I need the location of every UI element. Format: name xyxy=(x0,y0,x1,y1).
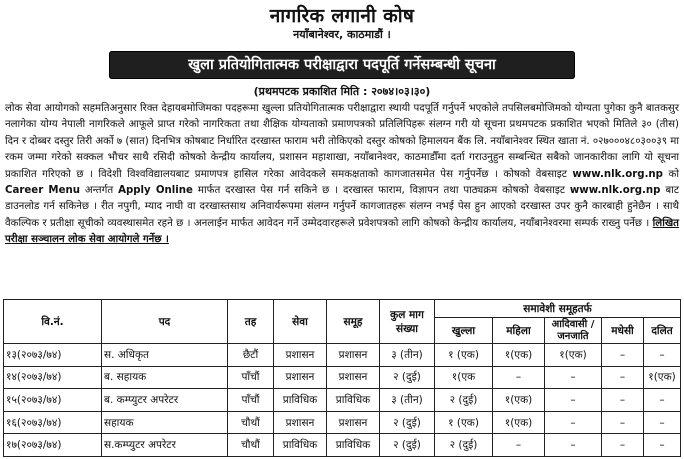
cell-post: ब. कम्प्युटर अपरेटर xyxy=(102,389,228,412)
header-women: महिला xyxy=(493,318,545,344)
cell-adv-no: १४(२०७३/७४) xyxy=(4,366,102,389)
apply-online-text: Apply Online xyxy=(118,185,193,197)
cell-adv-no: १६(२०७३/७४) xyxy=(4,411,102,434)
table-row xyxy=(4,344,681,367)
written-exam-note: लिखित परीक्षा सञ्चालन लोक सेवा आयोगले गर्नेछ । xyxy=(5,217,679,246)
cell-level: पाँचौं xyxy=(228,366,274,389)
cell-level: चौथौं xyxy=(228,411,274,434)
cell-women: १(एक) xyxy=(493,411,545,434)
header-post: पद xyxy=(102,300,228,344)
cell-adv-no: १३(२०७३/७४) xyxy=(4,344,102,367)
cell-women: – xyxy=(493,366,545,389)
cell-women: १(एक) xyxy=(493,389,545,412)
table-row xyxy=(4,411,681,434)
header-dalit: दलित xyxy=(644,318,681,344)
table-row xyxy=(4,434,681,457)
cell-dalit: – xyxy=(644,434,681,457)
cell-adivasi: – xyxy=(545,366,602,389)
cell-post: सहायक xyxy=(102,411,228,434)
website-link-2[interactable]: www.nlk.org.np xyxy=(569,185,661,197)
table-row xyxy=(4,366,681,389)
cell-dalit: १(एक) xyxy=(644,366,681,389)
body-text-5: बाट डाउनलोड गर्न सकिनेछ । रीत नपुगी, म्याद नाघी वा दरखास्तसाथ अनिवार्यरूपमा संलग्न गर्नुपर्ने कागजातहरू संलग्न नभई पेस हुन आएको दरखास्त उपर कुनै कारबाही हुनेछैन । साथै वैकल्पिक र प्रतीक्षा सूचीको व्यवस्थासमेत रहने छ । अनलाईन मार्फत आवेदन गर्ने उम्मेदवारहरूले प्रवेशपत्रको लागि कोषको केन्द्रीय कार्यालय, नयाँबानेश्वरमा सम्पर्क राख्नु पर्नेछ । xyxy=(5,185,679,229)
publish-date: (प्रथमपटक प्रकाशित मिति : २०७४।०३।३०) xyxy=(253,85,431,98)
cell-open: १ (एक) xyxy=(435,344,493,367)
vacancy-table xyxy=(3,299,681,457)
cell-level: चौथौं xyxy=(228,434,274,457)
cell-post: स. अधिकृत xyxy=(102,344,228,367)
header-service: सेवा xyxy=(274,300,327,344)
body-text-4: मार्फत दरखास्त पेस गर्न सकिने छ । दरखास्त फाराम, विज्ञापन तथा पाठ्यक्रम कोषको वेबसाइट xyxy=(197,185,565,197)
cell-group: प्रशासन xyxy=(327,411,380,434)
cell-madhesi: – xyxy=(602,411,644,434)
header-level: तह xyxy=(228,300,274,344)
cell-adivasi: – xyxy=(545,434,602,457)
cell-adivasi: – xyxy=(545,411,602,434)
cell-open: १ (एक) xyxy=(435,411,493,434)
cell-dalit: – xyxy=(644,344,681,367)
cell-group: प्रशासन xyxy=(327,366,380,389)
cell-women: – xyxy=(493,434,545,457)
cell-open: १(एक xyxy=(435,366,493,389)
cell-service: प्रशासन xyxy=(274,366,327,389)
header-adv-no: वि.नं. xyxy=(4,300,102,344)
cell-adivasi: १(एक) xyxy=(545,344,602,367)
header-madhesi: मधेसी xyxy=(602,318,644,344)
cell-total: ३ (तीन) xyxy=(380,344,435,367)
table-row xyxy=(4,389,681,412)
header-open: खुल्ला xyxy=(435,318,493,344)
cell-group: प्राविधिक xyxy=(327,434,380,457)
cell-total: २ (दुई) xyxy=(380,366,435,389)
website-link[interactable]: www.nlk.org.np xyxy=(572,168,663,180)
cell-total: ३ (तीन) xyxy=(380,389,435,412)
cell-total: २ (दुई) xyxy=(380,411,435,434)
organization-name: नागरिक लगानी कोष xyxy=(269,5,415,27)
cell-dalit: – xyxy=(644,411,681,434)
cell-service: प्राविधिक xyxy=(274,434,327,457)
cell-dalit: – xyxy=(644,389,681,412)
cell-group: प्राविधिक xyxy=(327,389,380,412)
cell-open: २ (दुई) xyxy=(435,434,493,457)
header-adivasi: आदिवासी / जनजाति xyxy=(545,318,602,344)
cell-total: २ (दुई) xyxy=(380,434,435,457)
body-text-3: अन्तर्गत xyxy=(84,185,114,197)
cell-level: छैटौं xyxy=(228,344,274,367)
cell-group: प्रशासन xyxy=(327,344,380,367)
cell-madhesi: – xyxy=(602,389,644,412)
organization-address: नयाँबानेश्वर, काठमाडौं । xyxy=(293,28,391,41)
cell-women: १(एक) xyxy=(493,344,545,367)
body-paragraph-1: लोक सेवा आयोगको सहमतिअनुसार रिक्त देहायबमोजिमका पदहरूमा खुल्ला प्रतियोगितात्मक परीक्षाद्वारा स्थायी पदपूर्ति गर्नुपर्ने भएकोले तपसिलबमोजिमको योग्यता पुगेका कुनै बातकसुर नलागेका योग्य नेपाली नागरिकले आफूले प्राप्त गरेको नागरिकता तथा शैक्षिक योग्यताको प्रमाणपत्रको प्रतिलिपिहरू संलग्न गरी यो सूचना प्रथमपटक प्रकाशित भएको मितिले ३० (तीस) दिन र दोब्बर दस्तुर तिरी अर्को ७ (सात) दिनभित्र कोषबाट निर्धारित दरखास्त फाराम भरी तोकिएको दस्तुर कोषको हिमालयन बैंक लि. नयाँबानेश्वर स्थित खाता नं. ०२७०००४८०३००३९ मा रकम जम्मा गरेको सक्कल भौचर साथै रसिदी कोषको केन्द्रीय कार्यालय, प्रशासन महाशाखा, नयाँबानेश्वर, काठमाडौँमा दर्ता गराउनुहुन सम्बन्धित सबैको जानकारीका लागि यो सूचना प्रकाशित गरिएको छ । विदेशी विश्वविद्यालयबाट प्रमाणपत्र हासिल गरेका आवेदकले समकक्षताको कागजातसमेत पेस गर्नुपर्नेछ । कोषको वेबसाइट xyxy=(5,103,679,180)
cell-service: प्राविधिक xyxy=(274,389,327,412)
cell-madhesi: – xyxy=(602,366,644,389)
cell-post: स.कम्प्युटर अपरेटर xyxy=(102,434,228,457)
cell-open: २ (दुई) xyxy=(435,389,493,412)
cell-post: ब. सहायक xyxy=(102,366,228,389)
body-text-2: को xyxy=(668,168,679,180)
cell-adivasi: – xyxy=(545,389,602,412)
cell-adv-no: १५(२०७३/७४) xyxy=(4,389,102,412)
cell-service: प्रशासन xyxy=(274,411,327,434)
cell-madhesi: – xyxy=(602,434,644,457)
cell-level: पाँचौं xyxy=(228,389,274,412)
cell-adv-no: १७(२०७३/७४) xyxy=(4,434,102,457)
notice-title-banner: खुला प्रतियोगितात्मक परीक्षाद्वारा पदपूर्ति गर्नेसम्बन्धी सूचना xyxy=(109,51,575,79)
career-menu-text: Career Menu xyxy=(5,185,80,197)
header-inclusive: समावेशी समूहतर्फ xyxy=(435,300,681,318)
cell-madhesi: – xyxy=(602,344,644,367)
cell-service: प्रशासन xyxy=(274,344,327,367)
header-group: समूह xyxy=(327,300,380,344)
notice-body xyxy=(5,101,679,249)
header-total: कुल माग संख्या xyxy=(380,300,435,344)
